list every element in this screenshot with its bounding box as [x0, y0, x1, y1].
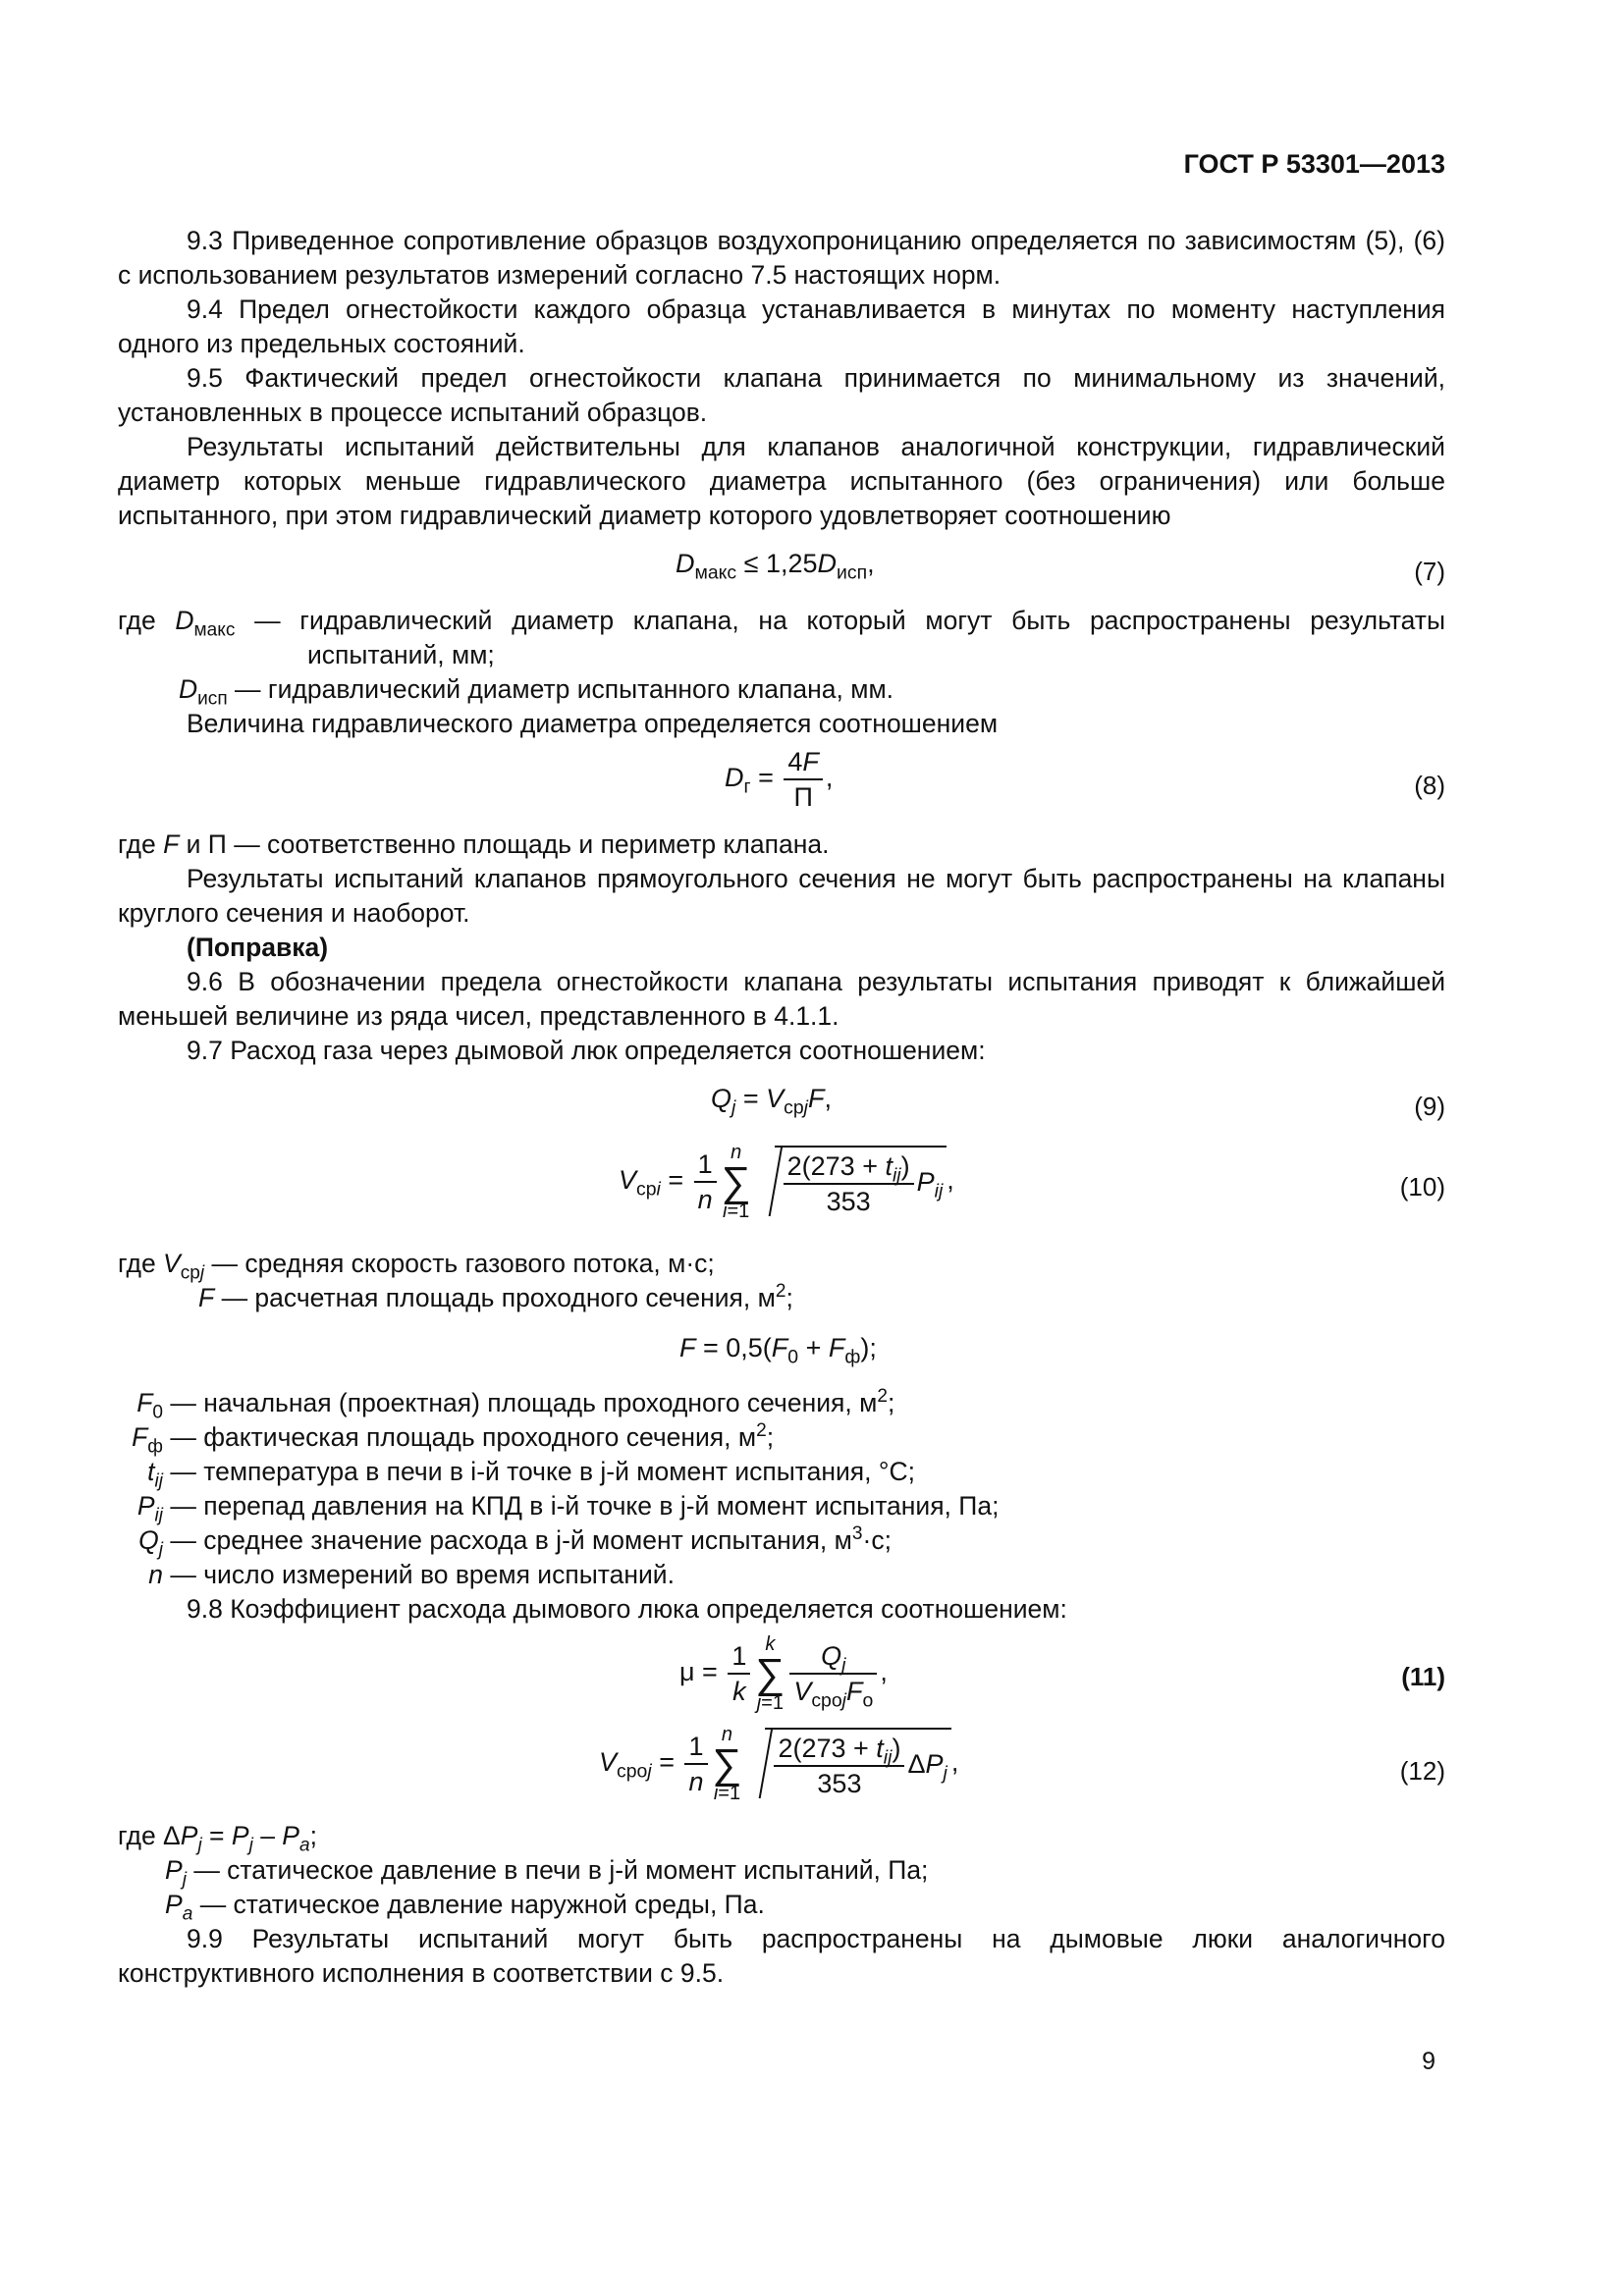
hydraulic-intro: Величина гидравлического диаметра определяется соотношением: [187, 709, 999, 738]
paragraph-9-3: 9.3 Приведенное сопротивление образцов воздухопроницанию определяется по зависимостям (5), (6) с использованием результатов измерений согласно 7.5 настоящих норм.: [118, 226, 1445, 290]
amendment-note: (Поправка): [187, 933, 329, 962]
tij-description: — температура в печи в i-й точке в j-й момент испытания, °С;: [170, 1457, 915, 1486]
f-description: — расчетная площадь проходного сечения, м: [221, 1283, 776, 1312]
f-p-description: и П — соответственно площадь и периметр клапана.: [186, 829, 830, 859]
definition-pa: $P_a$ — статическое давление наружной среды, Па.: [165, 1890, 765, 1925]
n-description: — число измерений во время испытаний.: [170, 1560, 675, 1589]
qj-description: — среднее значение расхода в j-й момент испытания, м: [170, 1525, 852, 1555]
definition-tij: $t_{ij}$ — температура в печи в i-й точке в j-й момент испытания, °С;: [147, 1457, 915, 1492]
ff-description: — фактическая площадь проходного сечения, м: [170, 1422, 757, 1452]
where-label-2: где: [118, 829, 156, 859]
document-body: [118, 224, 1445, 1991]
paragraph-9-5-results: Результаты испытаний действительны для клапанов аналогичной конструкции, гидравлический диаметр которых меньше гидравлического диаметра испытанного (без ограничения) или больше испытанного, при этом гидравлический диаметр которого удовлетворяет соотношению: [118, 432, 1445, 530]
definition-f-p: где F и П — соответственно площадь и периметр клапана.: [118, 829, 830, 859]
formula-11-number: (11): [1401, 1662, 1445, 1691]
formula-12: $V_{сроj}$ = $\frac{1}{n}$ n ∑ i=1 $\frac{2(273 + t_{ij})}{353}$ $\Delta P_j$ , (12): [599, 1724, 1445, 1804]
dmax-description: — гидравлический диаметр клапана, на который могут быть распространены результаты испытаний, мм;: [254, 606, 1445, 669]
definition-vcpj: где $V_{срj}$ — средняя скорость газового потока, м·с;: [118, 1249, 715, 1284]
paragraph-9-9: 9.9 Результаты испытаний могут быть распространены на дымовые люки аналогичного конструктивного исполнения в соответствии с 9.5.: [118, 1924, 1445, 1988]
paragraph-9-8: 9.8 Коэффициент расхода дымового люка определяется соотношением:: [187, 1594, 1067, 1624]
definition-pj: $P_j$ — статическое давление в печи в j-й момент испытаний, Па;: [165, 1855, 929, 1891]
definition-f0: $F_0$ — начальная (проектная) площадь проходного сечения, $м^2$;: [136, 1386, 895, 1423]
definition-dmax: где $D_{макс}$ — гидравлический диаметр клапана, на который могут быть распространены результаты испытаний, мм;: [118, 606, 1445, 669]
f0-description: — начальная (проектная) площадь проходного сечения, м: [170, 1388, 878, 1417]
formula-7-number: (7): [1414, 557, 1445, 586]
disp-description: — гидравлический диаметр испытанного клапана, мм.: [235, 674, 894, 704]
definition-f: F — расчетная площадь проходного сечения, $м^2$;: [198, 1281, 793, 1312]
page-header: ГОСТ Р 53301—2013: [1183, 149, 1445, 179]
formula-10: $V_{срi}$ = $\frac{1}{n}$ n ∑ i=1 $\frac{2(273 + t_{ij})}{353}$ $P_{ij}$ , (10): [619, 1142, 1445, 1222]
where-label: где: [118, 606, 156, 635]
definition-qj: $Q_j$ — среднее значение расхода в j-й момент испытания, $м^3\cdot с$;: [138, 1523, 892, 1561]
formula-9: $Q_j = V_{срj}F$, (9): [118, 1082, 1445, 1143]
page-number: 9: [1422, 2048, 1435, 2075]
formula-7: $D_{макс} \le 1,25D_{исп}$, (7): [118, 547, 1445, 604]
pij-description: — перепад давления на КПД в i-й точке в j-й момент испытания, Па;: [170, 1491, 1000, 1521]
definition-disp: $D_{исп}$ — гидравлический диаметр испытанного клапана, мм.: [179, 674, 894, 710]
paragraph-9-4: 9.4 Предел огнестойкости каждого образца устанавливается в минутах по моменту наступления одного из предельных состояний.: [118, 294, 1445, 358]
definition-ff: $F_ф$ — фактическая площадь проходного сечения, $м^2$;: [132, 1420, 775, 1458]
rect-round-note: Результаты испытаний клапанов прямоугольного сечения не могут быть распространены на клапаны круглого сечения и наоборот.: [118, 864, 1445, 928]
formula-f-area: $F = 0,5(F_0 + F_ф)$;: [679, 1333, 877, 1368]
paragraph-9-7: 9.7 Расход газа через дымовой люк определяется соотношением:: [187, 1036, 986, 1065]
formula-10-number: (10): [1399, 1172, 1445, 1201]
definition-n: n — число измерений во время испытаний.: [148, 1560, 675, 1589]
definition-delta-p: где $\Delta P_j = P_j - P_a$;: [118, 1821, 317, 1856]
pj-description: — статическое давление в печи в j-й момент испытаний, Па;: [193, 1855, 929, 1885]
definition-list: [118, 1386, 1445, 1592]
formula-9-number: (9): [1414, 1092, 1445, 1121]
formula-8: $D_г$ = $\frac{4F}{П}$ , (8): [725, 747, 1445, 812]
paragraph-9-6: 9.6 В обозначении предела огнестойкости клапана результаты испытания приводят к ближайшей меньшей величине из ряда чисел, представленного в 4.1.1.: [118, 967, 1445, 1031]
paragraph-9-5: 9.5 Фактический предел огнестойкости клапана принимается по минимальному из значений, установленных в процессе испытаний образцов.: [118, 363, 1445, 427]
vcpj-description: — средняя скорость газового потока, м·с;: [211, 1249, 715, 1278]
formula-12-number: (12): [1399, 1756, 1445, 1786]
pa-description: — статическое давление наружной среды, Па.: [199, 1890, 765, 1919]
formula-11: μ = $\frac{1}{k}$ k ∑ j=1 $\frac{Q_j}{V_{сроj}F_о}$ , (11): [679, 1633, 1445, 1714]
formula-8-number: (8): [1414, 771, 1445, 800]
definition-pij: $P_{ij}$ — перепад давления на КПД в i-й точке в j-й момент испытания, Па;: [136, 1491, 1000, 1526]
